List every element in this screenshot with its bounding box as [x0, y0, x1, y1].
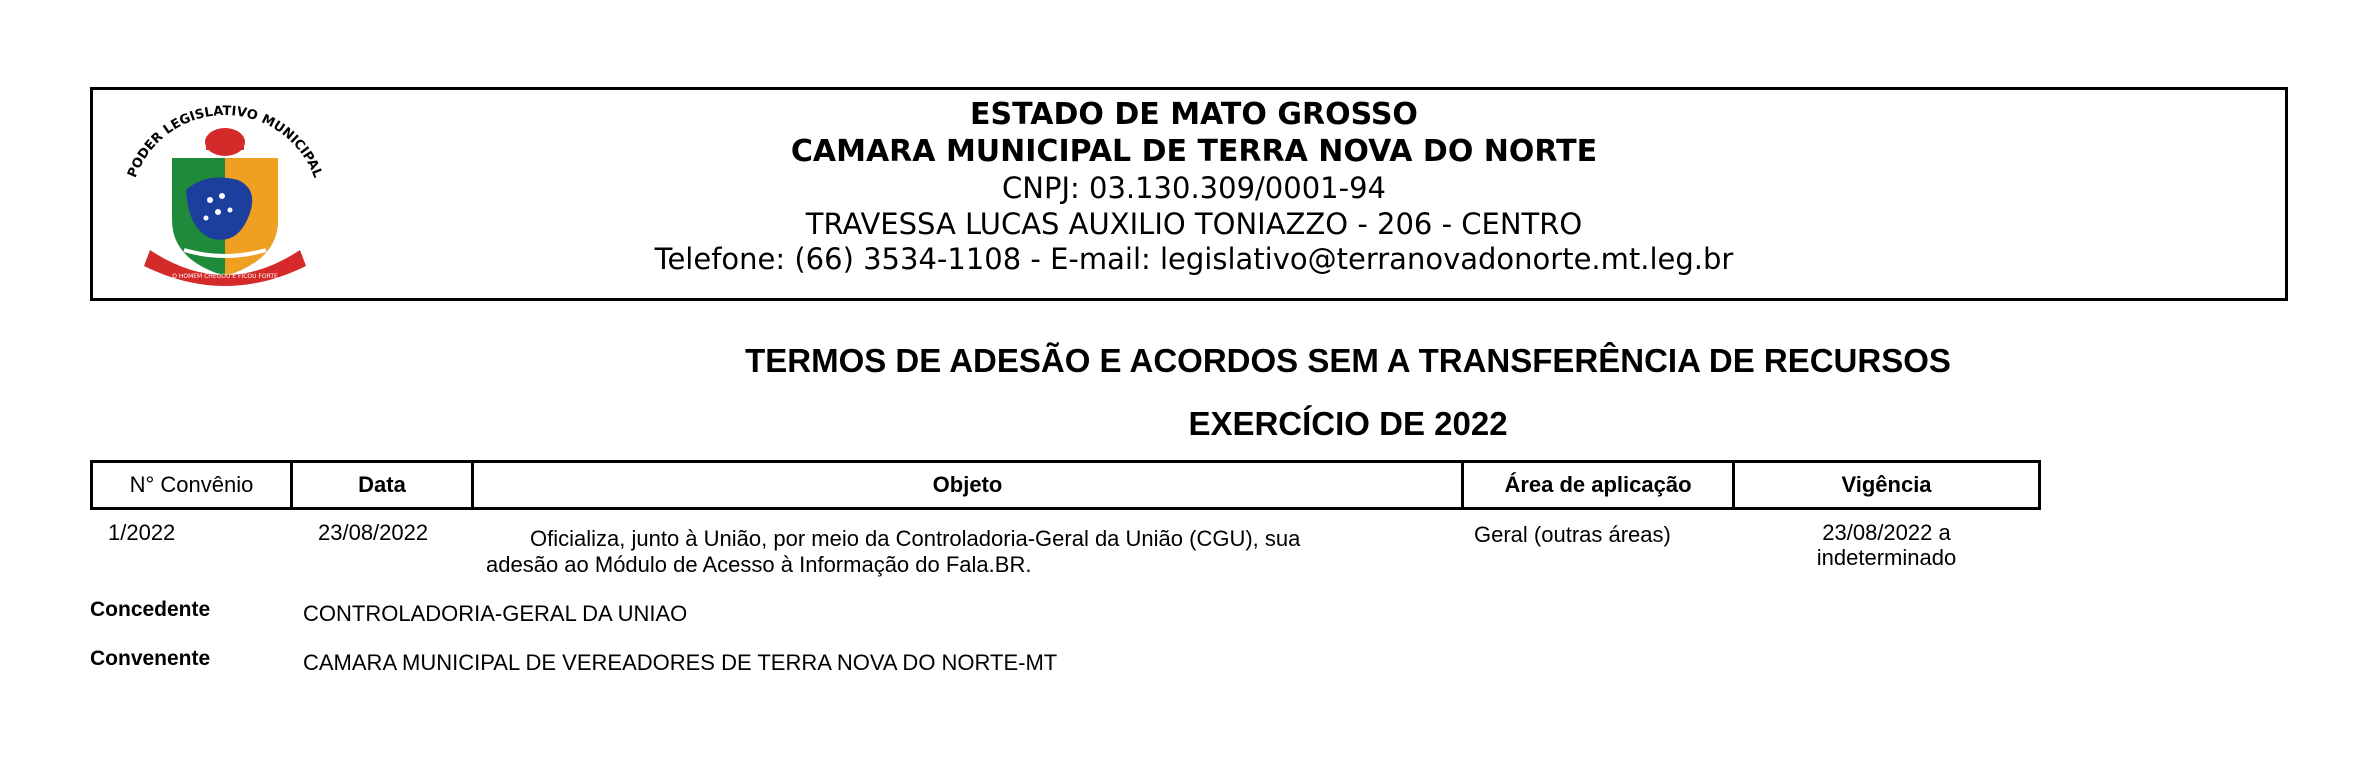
row-objeto-line1: Oficializa, junto à União, por meio da Controladoria-Geral da União (CGU), sua: [530, 526, 1301, 551]
col-header-data: Data: [290, 460, 474, 510]
col-header-convenio: N° Convênio: [90, 460, 293, 510]
header-state: ESTADO DE MATO GROSSO: [970, 97, 1418, 132]
convenente-label: Convenente: [90, 647, 211, 670]
col-header-vigencia: Vigência: [1732, 460, 2041, 510]
row-vigencia-line1: 23/08/2022 a: [1822, 520, 1951, 545]
svg-text:PODER LEGISLATIVO MUNICIPAL: PODER LEGISLATIVO MUNICIPAL: [125, 103, 325, 180]
header-address: TRAVESSA LUCAS AUXILIO TONIAZZO - 206 - CENTRO: [805, 207, 1583, 241]
header-chamber-name: CAMARA MUNICIPAL DE TERRA NOVA DO NORTE: [790, 134, 1598, 169]
row-objeto-line2: adesão ao Módulo de Acesso à Informação do Fala.BR.: [486, 552, 1032, 577]
col-header-objeto: Objeto: [471, 460, 1464, 510]
concedente-value: CONTROLADORIA-GERAL DA UNIAO: [303, 601, 688, 626]
row-data: 23/08/2022: [318, 520, 429, 545]
document-title: TERMOS DE ADESÃO E ACORDOS SEM A TRANSFERÊNCIA DE RECURSOS: [745, 342, 1951, 379]
svg-text:O HOMEM CHEGOU E FICOU FORTE: O HOMEM CHEGOU E FICOU FORTE: [172, 273, 278, 280]
exercise-year-title: EXERCÍCIO DE 2022: [1188, 405, 1508, 442]
col-header-area: Área de aplicação: [1461, 460, 1735, 510]
concedente-label: Concedente: [90, 598, 211, 621]
row-convenio: 1/2022: [108, 520, 176, 545]
convenente-value: CAMARA MUNICIPAL DE VEREADORES DE TERRA NOVA DO NORTE-MT: [303, 650, 1058, 675]
header-cnpj: CNPJ: 03.130.309/0001-94: [1002, 171, 1386, 205]
header-contact: Telefone: (66) 3534-1108 - E-mail: legislativo@terranovadonorte.mt.leg.br: [654, 242, 1734, 276]
row-vigencia-line2: indeterminado: [1816, 545, 1957, 570]
row-area: Geral (outras áreas): [1474, 522, 1671, 547]
